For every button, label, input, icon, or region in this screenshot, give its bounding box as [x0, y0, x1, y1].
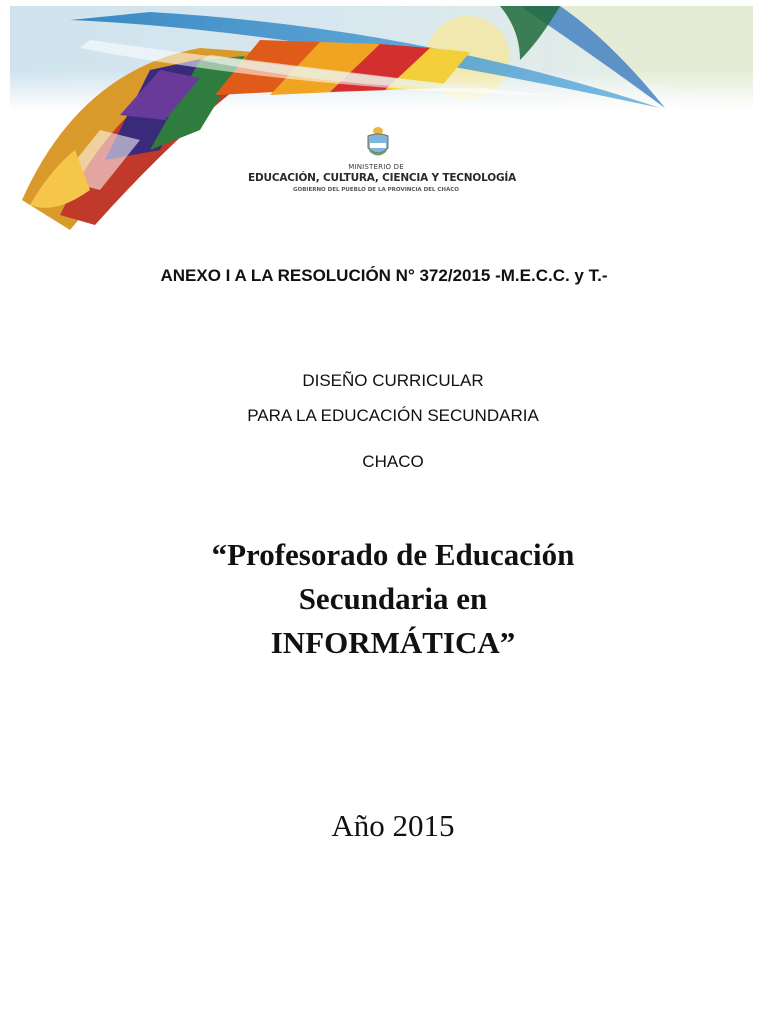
- header-banner-graphic: [0, 0, 768, 240]
- subtitle-secondary-education: PARA LA EDUCACIÓN SECUNDARIA: [247, 406, 539, 425]
- title-line-3: INFORMÁTICA”: [270, 625, 516, 660]
- ministry-logo: [248, 124, 517, 200]
- title-line-2: Secundaria en: [298, 581, 488, 616]
- ministry-name: EDUCACIÓN, CULTURA, CIENCIA Y TECNOLOGÍA: [248, 172, 517, 184]
- annex-heading: ANEXO I A LA RESOLUCIÓN N° 372/2015 -M.E.C.C. y T.-: [160, 266, 608, 285]
- document-year: Año 2015: [331, 808, 455, 843]
- subtitle-province: CHACO: [362, 452, 424, 471]
- subtitle-curricular-design: DISEÑO CURRICULAR: [302, 371, 484, 390]
- document-title: [0, 533, 768, 665]
- province-seal-icon: [365, 126, 391, 160]
- ministry-government-line: GOBIERNO DEL PUEBLO DE LA PROVINCIA DEL CHACO: [293, 187, 459, 193]
- ministry-small-label: MINISTERIO DE: [348, 163, 404, 171]
- title-line-1: “Profesorado de Educación: [211, 537, 575, 572]
